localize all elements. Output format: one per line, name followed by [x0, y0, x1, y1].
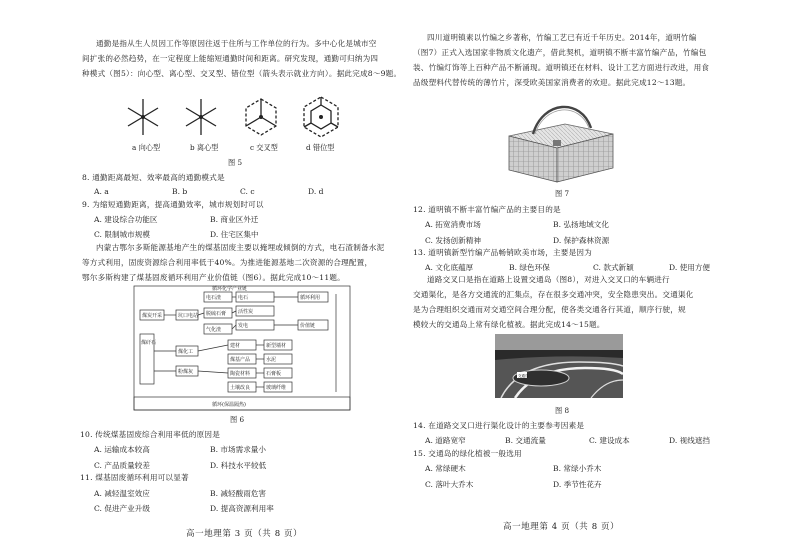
intro-line: 通勤是指从生人员因工作等原因往返于住所与工作单位的行为。多中心化是城市空: [96, 39, 377, 48]
answer-option[interactable]: B. 绿色环保: [509, 263, 550, 272]
diagram-box: 煤化工: [178, 349, 194, 355]
diagram-box: 建材: [230, 343, 241, 349]
question-stem: 10. 传统煤基固废综合利用率低的原因是: [80, 430, 220, 439]
fig5-label-a: a 向心型: [132, 143, 161, 152]
fig5-label-d: d 错位型: [306, 143, 335, 152]
answer-option[interactable]: C. 发扬创新精神: [425, 236, 481, 245]
answer-option[interactable]: B. 商业区外迁: [210, 215, 259, 224]
diagram-box: 煤炭开采: [142, 313, 163, 319]
answer-option[interactable]: D. 保护森林资源: [553, 236, 610, 245]
answer-option[interactable]: C. c: [240, 187, 255, 196]
intro-line: 装、竹编灯饰等上百种产品不断涌现。道明镇还在材料、设计工艺方面进行改进，用食: [413, 63, 710, 72]
diagram-box: 电石渣: [206, 295, 222, 301]
intro-line: （图7）正式入选国家非物质文化遗产，借此契机，道明镇不断丰富竹编产品，竹编包: [413, 48, 707, 57]
diagram-axis-label: 价值链: [300, 323, 316, 329]
answer-option[interactable]: B. 交通流量: [505, 436, 546, 445]
intro-line: 等方式利用，固废资源综合利用率低于40%。为推进能源基地二次资源的合理配置，: [82, 258, 373, 267]
diagram-box: 活性炭: [238, 309, 254, 315]
intro-line: 是为合理组织交通而对交通空间合理分配，使各类交通各行其道，顺序行驶，规: [413, 305, 686, 314]
figure-caption: 图 6: [230, 415, 245, 424]
answer-option[interactable]: D. 使用方便: [669, 263, 711, 272]
answer-option[interactable]: A. 减轻温室效应: [94, 489, 150, 498]
page-footer: 高一地理第 3 页（共 8 页）: [186, 529, 303, 539]
diagram-box: 电石: [238, 295, 249, 301]
question-stem: 9. 为缩短通勤距离，提高通勤效率，城市规划时可以: [82, 200, 264, 209]
answer-option[interactable]: B. b: [172, 187, 188, 196]
answer-option[interactable]: C. 促进产业升级: [94, 504, 150, 513]
intro-line: 种模式（图5）：向心型、离心型、交叉型、错位型（箭头表示就业方向）。据此完成8～9题。: [82, 69, 402, 78]
figure-caption: 图 8: [555, 406, 570, 415]
answer-option[interactable]: D. d: [308, 187, 324, 196]
diagram-box: 新型墙材: [266, 343, 287, 349]
answer-option[interactable]: B. 减轻酸雨危害: [210, 489, 266, 498]
answer-option[interactable]: C. 建设成本: [589, 436, 630, 445]
diagram-box: 土壤改良: [230, 385, 251, 391]
intro-line: 间扩张的必然趋势，在一定程度上能缩短通勤时间和距离。研究发现，通勤可归纳为四: [82, 54, 379, 63]
diagram-bottom-label: 循环(保温隔热): [212, 402, 246, 408]
fig5-label-c: c 交叉型: [250, 143, 278, 152]
intro-line: 模较大的交通岛上常有绿化植被。据此完成14～15题。: [413, 320, 605, 329]
answer-option[interactable]: A. 拓宽消费市场: [425, 220, 481, 229]
bamboo-weaving-basket-photo: [503, 96, 617, 186]
diagram-box: 煤矸石: [141, 340, 157, 346]
traffic-island-sign: 交通岛: [518, 374, 529, 378]
intro-line: 品级塑料代替传统的薄竹片，深受欧美国家消费者的欢迎。据此完成12～13题。: [413, 78, 691, 87]
diagram-box: 煤基产品: [230, 357, 251, 363]
answer-option[interactable]: D. 季节性花卉: [553, 480, 602, 489]
diagram-box: 脱硫石膏: [206, 311, 227, 317]
question-stem: 14. 在道路交叉口进行渠化设计的主要参考因素是: [413, 421, 585, 430]
diagram-box: 发电: [238, 323, 249, 329]
answer-option[interactable]: B. 常绿小乔木: [553, 464, 602, 473]
fig5-label-b: b 离心型: [190, 143, 219, 152]
diagram-box: 石膏板: [266, 371, 282, 377]
diagram-title: 循环化学产业链: [212, 286, 248, 292]
coal-waste-value-chain-diagram: [132, 284, 352, 412]
intro-line: 四川道明镇素以竹编之乡著称，竹编工艺已有近千年历史。2014年，道明竹编: [427, 33, 697, 42]
figure-caption: 图 5: [228, 158, 243, 167]
answer-option[interactable]: C. 款式新颖: [593, 263, 634, 272]
diagram-box: 粉煤灰: [178, 369, 194, 375]
question-stem: 15. 交通岛的绿化植被一般选用: [413, 449, 522, 458]
diagram-box: 气化渣: [206, 327, 222, 333]
diagram-box: 水泥: [266, 357, 277, 363]
answer-option[interactable]: D. 视线遮挡: [669, 436, 711, 445]
answer-option[interactable]: C. 限制城市规模: [94, 230, 150, 239]
traffic-island-photo: [495, 334, 623, 398]
answer-option[interactable]: B. 市场需求量小: [210, 445, 266, 454]
intro-line: 交通渠化，是各方交通流的汇集点，存在很多交通冲突，安全隐患突出。交通渠化: [413, 290, 694, 299]
answer-option[interactable]: D. 住宅区集中: [210, 230, 259, 239]
diagram-box: 陶瓷材料: [230, 371, 251, 377]
question-stem: 11. 煤基固废循环利用可以显著: [80, 473, 189, 482]
answer-option[interactable]: C. 产品质量较差: [94, 461, 150, 470]
exam-page-4: [397, 0, 794, 558]
question-stem: 13. 道明镇新型竹编产品畅销欧美市场，主要是因为: [413, 248, 592, 257]
answer-option[interactable]: A. 运输成本较高: [94, 445, 150, 454]
answer-option[interactable]: B. 弘扬地域文化: [553, 220, 609, 229]
answer-option[interactable]: A. 道路宽窄: [425, 436, 466, 445]
intro-line: 内蒙古鄂尔多斯能源基地产生的煤基固废主要以掩埋或倾倒的方式，电石渣制备水泥: [96, 243, 385, 252]
question-stem: 8. 通勤距离最短、效率最高的通勤模式是: [82, 173, 225, 182]
question-stem: 12. 道明镇不断丰富竹编产品的主要目的是: [413, 205, 561, 214]
answer-option[interactable]: D. 提高资源利用率: [210, 504, 274, 513]
answer-option[interactable]: D. 科技水平较低: [210, 461, 267, 470]
answer-option[interactable]: C. 落叶大乔木: [425, 480, 474, 489]
answer-option[interactable]: A. a: [94, 187, 109, 196]
intro-line: 鄂尔多斯构建了煤基固废循环利用产业价值链（图6）。据此完成10～11题。: [82, 273, 345, 282]
intro-line: 道路交叉口是指在道路上设置交通岛（图8），对进入交叉口的车辆进行: [427, 275, 670, 284]
answer-option[interactable]: A. 文化底蕴厚: [425, 263, 474, 272]
figure-caption: 图 7: [555, 189, 570, 198]
diagram-box: 坑口电站: [178, 313, 199, 319]
diagram-box: 玻璃纤维: [266, 385, 287, 391]
answer-option[interactable]: A. 常绿硬木: [425, 464, 466, 473]
answer-option[interactable]: A. 建设综合功能区: [94, 215, 158, 224]
diagram-box: 循环利用: [300, 295, 321, 301]
page-footer: 高一地理第 4 页（共 8 页）: [503, 522, 620, 532]
